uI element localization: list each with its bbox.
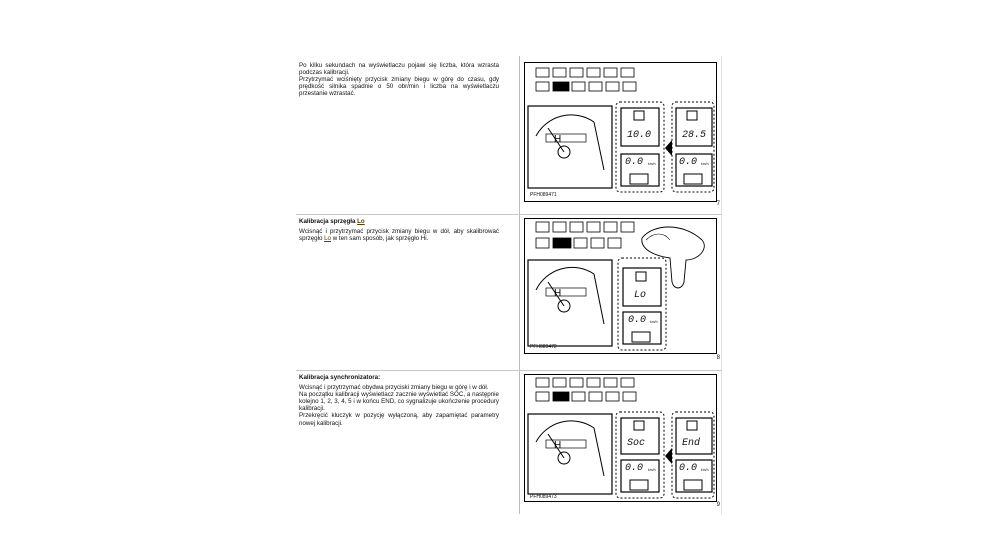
section-3-paragraph-3: Przekręcić kluczyk w pozycję wyłączoną, aby zapamiętać parametry nowej kalibracji.	[299, 412, 499, 427]
figure-8	[524, 218, 717, 354]
section-1-text	[299, 62, 499, 97]
section-1-paragraph-2: Przytrzymać wciśnięty przycisk zmiany biegu w górę do czasu, gdy prędkość silnika spadnie o 50 obr/min i liczba na wyświetlaczu przestanie wzrastać.	[299, 76, 499, 98]
figure-7-unit-left: km/h	[648, 162, 656, 166]
figure-7	[524, 62, 717, 202]
figure-8-drawing	[524, 218, 717, 354]
figure-8-display: Lo	[634, 290, 647, 301]
figure-9-unit-left: km/h	[648, 468, 656, 472]
figure-7-unit-right: km/h	[701, 162, 709, 166]
figure-7-number: 7	[716, 201, 720, 207]
figure-9-lower-left: 0.0	[625, 463, 644, 474]
figure-8-lower: 0.0	[628, 315, 647, 326]
figure-7-lower-left: 0.0	[625, 157, 644, 168]
section-3-text	[299, 374, 499, 427]
svg-text:H: H	[554, 440, 562, 451]
section-row-1	[296, 56, 722, 215]
figure-9-lower-right: 0.0	[679, 463, 698, 474]
section-row-3	[296, 370, 722, 514]
section-2-heading: Kalibracja sprzęgła Lo	[299, 218, 365, 225]
svg-text:H: H	[554, 134, 562, 145]
manual-page	[296, 56, 722, 514]
figure-7-reference: PFH089471	[530, 192, 557, 198]
figure-8-unit: km/h	[650, 320, 658, 324]
figure-7-lower-right: 0.0	[679, 157, 698, 168]
figure-9-unit-right: km/h	[701, 468, 709, 472]
figure-7-display-left: 10.0	[627, 130, 652, 141]
figure-9	[524, 374, 717, 502]
figure-9-number: 9	[716, 502, 720, 508]
figure-9-display-left: Soc	[627, 438, 646, 449]
figure-9-reference: PFH089473	[530, 494, 557, 500]
figure-7-display-right: 28.5	[682, 130, 707, 141]
figure-8-number: 8	[716, 355, 720, 361]
section-3-paragraph-2: Na początku kalibracji wyświetlacz zacznie wyświetlać SOC, a następnie kolejno 1, 2, 3, 4, 5 i w końcu END, co sygnalizuje ukończenie procedury kalibracji.	[299, 391, 499, 413]
figure-8-reference: PFH089472	[530, 344, 557, 350]
section-1-paragraph-1: Po kilku sekundach na wyświetlaczu pojawi się liczba, która wzrasta podczas kalibracji.	[299, 62, 499, 77]
figure-9-display-right: End	[682, 438, 701, 449]
section-row-2	[296, 214, 722, 371]
section-2-paragraph: Wcisnąć i przytrzymać przycisk zmiany biegu w dół, aby skalibrować sprzęgło Lo w ten sam sposób, jak sprzęgło Hi.	[299, 228, 499, 243]
svg-text:H: H	[554, 288, 562, 299]
section-2-text	[299, 218, 499, 242]
section-3-paragraph-1: Wcisnąć i przytrzymać obydwa przyciski zmiany biegu w górę i w dół.	[299, 384, 489, 392]
section-3-heading: Kalibracja synchronizatora:	[299, 374, 381, 381]
